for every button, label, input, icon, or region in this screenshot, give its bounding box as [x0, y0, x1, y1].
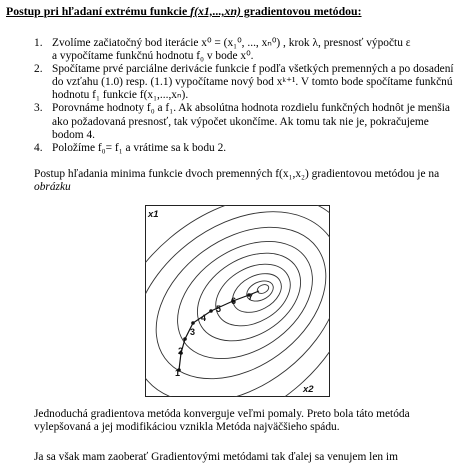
point-label: 3 [190, 327, 196, 337]
step-item [34, 63, 454, 102]
step-line: Porovnáme hodnoty f₀ a f₁. Ak absolútna hodnota rozdielu funkčných hodnôt je menšia [52, 102, 450, 115]
step-line: Položíme f₀= f₁ a vrátime sa k bodu 2. [52, 141, 227, 154]
axis-x1-label: x1 [148, 209, 159, 220]
contour-plot [145, 205, 330, 397]
outro-paragraph [34, 408, 450, 434]
intro-paragraph [34, 168, 450, 194]
axis-x2-label: x2 [303, 384, 314, 395]
title-function: f(x1,...,xn) [190, 4, 241, 18]
step-line: hodnotu f₁ funkcie f(x₁,...,xₙ). [52, 89, 189, 102]
step-line: ako požadovaná presnosť, tak výpočet ukončíme. Ak tomu tak nie je, pokračujeme [52, 115, 429, 128]
step-line: Spočítame prvé parciálne derivácie funkcie f podľa všetkých premenných a po dosadení [52, 63, 454, 76]
point-label: 7 [248, 292, 254, 302]
steps-list [34, 37, 454, 155]
point-label: 2 [178, 346, 184, 356]
step-line: Zvolíme začiatočný bod iterácie x⁰ = (x₁⁰, ..., xₙ⁰) , krok λ, presnosť výpočtu ε [52, 37, 411, 49]
step-line: bodom 4. [52, 128, 96, 141]
step-number: 1. [34, 37, 43, 49]
step-item [34, 102, 450, 141]
section-title [6, 4, 362, 19]
step-number: 3. [34, 102, 43, 115]
point-label: 4 [201, 313, 207, 323]
step-line: a vypočítame funkčnú hodnotu f₀ v bode x⁰. [52, 50, 254, 63]
para-line: obrázku [34, 181, 71, 194]
point-label: 6 [231, 296, 237, 306]
path-point [191, 321, 195, 325]
para-line: vylepšovaná a jej modifikáciou vznikla Metóda najväčšieho spádu. [34, 421, 340, 434]
para-line: Jednoduchá gradientova metóda konverguje veľmi pomaly. Preto bola táto metóda [34, 408, 410, 420]
step-number: 4. [34, 141, 43, 154]
point-label: 5 [216, 304, 222, 314]
path-point [183, 337, 187, 341]
contour-figure [145, 205, 330, 397]
step-number: 2. [34, 63, 43, 76]
step-line: do vzťahu (1.0) resp. (1.1) vypočítame nový bod xᵏ⁺¹. V tomto bode spočítame funkčnú [52, 76, 453, 89]
last-paragraph [34, 451, 450, 464]
path-point [209, 309, 213, 313]
step-item [34, 37, 450, 63]
title-prefix: Postup pri hľadaní extrému funkcie [6, 4, 191, 18]
point-label: 1 [175, 368, 181, 378]
para-line: Ja sa však mam zaoberať Gradientovými metódami tak ďalej sa venujem len im [34, 451, 398, 463]
title-suffix: gradientovou metódou: [240, 4, 362, 18]
para-line: Postup hľadania minima funkcie dvoch premenných f(x₁,x₂) gradientovou metódou je na [34, 168, 440, 180]
step-item [34, 142, 450, 155]
